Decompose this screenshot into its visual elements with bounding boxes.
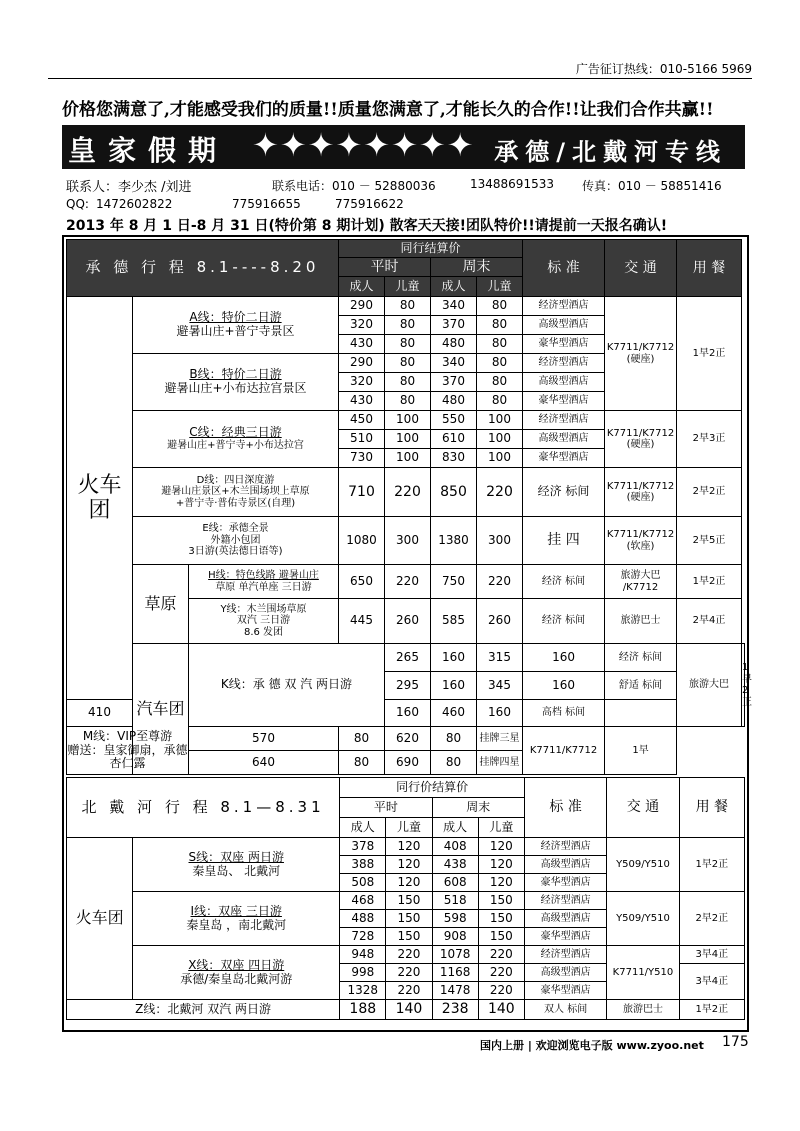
- slogan: 价格您满意了,才能感受我们的质量!!质量您满意了,才能长久的合作!!让我们合作共赢!!: [62, 100, 714, 120]
- beidaihe-weekday-header: 平时: [340, 798, 432, 818]
- price-cell: 80: [339, 727, 385, 751]
- price-cell: 370: [431, 316, 477, 335]
- price-cell: 260: [385, 599, 431, 644]
- price-cell: 1078: [432, 946, 478, 964]
- i-meals: 2早2正: [679, 892, 744, 946]
- price-cell: 80: [477, 297, 523, 316]
- price-cell: 100: [477, 430, 523, 449]
- hotel-standard: 经济型酒店: [523, 297, 605, 316]
- price-cell: 620: [385, 727, 431, 751]
- route-c: C线：经典三日游 避暑山庄+普宁寺+小布达拉宫: [133, 411, 339, 468]
- price-cell: 238: [432, 1000, 478, 1020]
- price-cell: 150: [386, 892, 432, 910]
- beidaihe-standard-header: 标 准: [524, 778, 606, 838]
- e-meals: 2早5正: [677, 517, 742, 565]
- price-cell: 508: [340, 874, 386, 892]
- beidaihe-price-header: 同行价结算价: [340, 778, 525, 798]
- price-cell: 188: [340, 1000, 386, 1020]
- x-meals-2: 3早4正: [679, 964, 744, 1000]
- price-cell: 430: [339, 392, 385, 411]
- price-cell: 445: [339, 599, 385, 644]
- price-cell: 320: [339, 373, 385, 392]
- adult-header: 成人: [340, 818, 386, 838]
- price-cell: 340: [431, 354, 477, 373]
- chengde-weekday-header: 平时: [339, 258, 431, 277]
- price-cell: 220: [386, 982, 432, 1000]
- price-cell: 730: [339, 449, 385, 468]
- price-cell: 650: [339, 565, 385, 599]
- price-cell: 160: [385, 700, 431, 727]
- price-cell: 220: [385, 565, 431, 599]
- price-cell: 80: [385, 354, 431, 373]
- price-cell: 378: [340, 838, 386, 856]
- ad-hotline: 广告征订热线：010-5166 5969: [575, 62, 752, 76]
- route-d: D线：四日深度游 避暑山庄景区+木兰围场坝上草原 +普宁寺·普佑寺景区(自理): [133, 468, 339, 517]
- price-cell: 150: [386, 928, 432, 946]
- price-cell: 220: [478, 946, 524, 964]
- c-transport: K7711/K7712 (硬座): [605, 411, 677, 468]
- plan-period: 2013 年 8 月 1 日-8 月 31 日(特价第 8 期计划) 散客天天接!团队特价!!请提前一天报名确认!: [66, 218, 668, 234]
- chengde-transport-header: 交 通: [605, 240, 677, 297]
- price-cell: 908: [432, 928, 478, 946]
- price-cell: 1478: [432, 982, 478, 1000]
- price-cell: 150: [478, 892, 524, 910]
- price-cell: 480: [431, 335, 477, 354]
- price-cell: 160: [431, 644, 477, 672]
- price-cell: 550: [431, 411, 477, 430]
- price-cell: 100: [477, 411, 523, 430]
- hotel-standard: 经济型酒店: [523, 354, 605, 373]
- price-cell: 80: [477, 335, 523, 354]
- hotel-standard: 双人 标间: [524, 1000, 606, 1020]
- price-cell: 220: [385, 468, 431, 517]
- hotel-standard: 经济 标间: [523, 468, 605, 517]
- adult-header: 成人: [339, 277, 385, 297]
- brand-name: 皇家假期: [68, 134, 229, 167]
- price-cell: 460: [431, 700, 477, 727]
- price-cell: 510: [339, 430, 385, 449]
- price-cell: 388: [340, 856, 386, 874]
- route-b: B线：特价二日游 避暑山庄+小布达拉宫景区: [133, 354, 339, 411]
- price-cell: 120: [386, 874, 432, 892]
- adult-header: 成人: [431, 277, 477, 297]
- route-s: S线：双座 两日游 秦皇岛、 北戴河: [133, 838, 340, 892]
- hotel-standard: 经济 标间: [523, 599, 605, 644]
- hotel-standard: 高级型酒店: [523, 316, 605, 335]
- contact-person: 联系人：李少杰 /刘进: [66, 180, 192, 195]
- price-cell: 518: [432, 892, 478, 910]
- price-cell: 998: [340, 964, 386, 982]
- contact-mobile: 13488691533: [470, 177, 554, 191]
- hotel-standard: 经济 标间: [523, 565, 605, 599]
- hotel-standard: 高级型酒店: [524, 964, 606, 982]
- price-cell: 340: [431, 297, 477, 316]
- price-cell: 408: [432, 838, 478, 856]
- ab-transport: K7711/K7712 (硬座): [605, 297, 677, 411]
- hotel-standard: 经济型酒店: [524, 946, 606, 964]
- price-cell: 345: [477, 672, 523, 700]
- price-cell: 468: [340, 892, 386, 910]
- footer-text: 国内上册 | 欢迎浏览电子版 www.zyoo.net: [480, 1039, 704, 1052]
- beidaihe-title: 北 戴 河 行 程 8.1—8.31: [67, 778, 340, 838]
- hotel-standard: 高级型酒店: [524, 910, 606, 928]
- chengde-standard-header: 标 准: [523, 240, 605, 297]
- price-cell: 370: [431, 373, 477, 392]
- price-cell: 1328: [340, 982, 386, 1000]
- price-cell: 1380: [431, 517, 477, 565]
- price-cell: 160: [523, 644, 605, 672]
- child-header: 儿童: [385, 277, 431, 297]
- hotel-standard: 经济型酒店: [524, 892, 606, 910]
- price-cell: 290: [339, 354, 385, 373]
- route-a: A线：特价二日游 避暑山庄+普宁寺景区: [133, 297, 339, 354]
- price-cell: 610: [431, 430, 477, 449]
- s-meals: 1早2正: [679, 838, 744, 892]
- price-cell: 430: [339, 335, 385, 354]
- price-cell: 80: [339, 751, 385, 775]
- price-cell: 220: [386, 964, 432, 982]
- price-cell: 80: [477, 316, 523, 335]
- hotel-standard: 豪华型酒店: [523, 392, 605, 411]
- price-cell: 160: [523, 672, 605, 700]
- chengde-meals-header: 用 餐: [677, 240, 742, 297]
- top-divider: [48, 78, 752, 79]
- page-number: 175: [722, 1034, 749, 1050]
- price-cell: 80: [385, 392, 431, 411]
- price-cell: 608: [432, 874, 478, 892]
- price-cell: 438: [432, 856, 478, 874]
- price-cell: 850: [431, 468, 477, 517]
- price-cell: 750: [431, 565, 477, 599]
- child-header: 儿童: [477, 277, 523, 297]
- k-transport: 旅游大巴: [677, 644, 742, 727]
- price-cell: 830: [431, 449, 477, 468]
- c-meals: 2早3正: [677, 411, 742, 468]
- price-cell: 160: [431, 672, 477, 700]
- h-meals: 1早2正: [677, 565, 742, 599]
- y-transport: 旅游巴士: [605, 599, 677, 644]
- price-cell: 220: [477, 468, 523, 517]
- k-meals: 1早2正: [742, 644, 745, 727]
- price-cell: 140: [386, 1000, 432, 1020]
- price-cell: 315: [477, 644, 523, 672]
- route-e: E线：承德全景 外籍小包团 3日游(英法德日语等): [133, 517, 339, 565]
- price-cell: 80: [431, 751, 477, 775]
- i-transport: Y509/Y510: [607, 892, 679, 946]
- hotel-standard: 经济 标间: [605, 644, 677, 672]
- price-cell: 80: [385, 373, 431, 392]
- qq-number-1: 1472602822: [96, 197, 173, 211]
- price-cell: 710: [339, 468, 385, 517]
- hotel-standard: 豪华型酒店: [524, 874, 606, 892]
- child-header: 儿童: [478, 818, 524, 838]
- hotel-standard: 挂牌三星: [477, 727, 523, 751]
- price-cell: 100: [385, 411, 431, 430]
- chengde-weekend-header: 周末: [431, 258, 523, 277]
- hotel-standard: 经济型酒店: [523, 411, 605, 430]
- price-cell: 220: [386, 946, 432, 964]
- route-m: M线：VIP至尊游 赠送：皇家御扇，承德杏仁露: [67, 727, 189, 775]
- z-transport: 旅游巴士: [607, 1000, 679, 1020]
- price-cell: 300: [385, 517, 431, 565]
- hotel-standard: 经济型酒店: [524, 838, 606, 856]
- qq-label: QQ:: [66, 197, 89, 211]
- hotel-standard: 挂牌四星: [477, 751, 523, 775]
- price-cell: 220: [477, 565, 523, 599]
- x-transport: K7711/Y510: [607, 946, 679, 1000]
- route-title: 承德/北戴河专线: [494, 138, 727, 166]
- price-cell: 290: [339, 297, 385, 316]
- hotel-standard: 高档 标间: [523, 700, 605, 727]
- chengde-title: 承 德 行 程 8.1----8.20: [67, 240, 339, 297]
- hotel-standard: 舒适 标间: [605, 672, 677, 700]
- price-cell: 80: [385, 335, 431, 354]
- bdh-train-group-label: 火车团: [67, 838, 133, 1000]
- route-k: K线：承 德 双 汽 两日游: [189, 644, 385, 727]
- chengde-price-header: 同行结算价: [339, 240, 523, 258]
- price-cell: 265: [385, 644, 431, 672]
- price-cell: 80: [477, 392, 523, 411]
- price-cell: 410: [67, 700, 133, 727]
- route-i: I线：双座 三日游 秦皇岛 ，南北戴河: [133, 892, 340, 946]
- price-cell: 100: [385, 430, 431, 449]
- grassland-label: 草原: [133, 565, 189, 644]
- price-cell: 140: [478, 1000, 524, 1020]
- beidaihe-meals-header: 用 餐: [679, 778, 744, 838]
- d-meals: 2早2正: [677, 468, 742, 517]
- price-cell: 1080: [339, 517, 385, 565]
- d-transport: K7711/K7712 (硬座): [605, 468, 677, 517]
- s-transport: Y509/Y510: [607, 838, 679, 892]
- price-cell: 295: [385, 672, 431, 700]
- hotel-standard: 挂 四: [523, 517, 605, 565]
- price-cell: 120: [386, 856, 432, 874]
- m-transport: K7711/K7712: [523, 727, 605, 775]
- price-cell: 150: [478, 928, 524, 946]
- hotel-standard: 豪华型酒店: [524, 982, 606, 1000]
- price-cell: 160: [477, 700, 523, 727]
- price-cell: 220: [478, 982, 524, 1000]
- price-cell: 80: [477, 373, 523, 392]
- ab-meals: 1早2正: [677, 297, 742, 411]
- hotel-standard: 高级型酒店: [523, 373, 605, 392]
- price-cell: 150: [478, 910, 524, 928]
- hotel-standard: 高级型酒店: [524, 856, 606, 874]
- price-cell: 948: [340, 946, 386, 964]
- price-cell: 120: [478, 838, 524, 856]
- price-cell: 260: [477, 599, 523, 644]
- qq-number-3: 775916622: [335, 197, 404, 211]
- price-cell: 80: [431, 727, 477, 751]
- price-cell: 640: [189, 751, 339, 775]
- hotel-standard: 豪华型酒店: [524, 928, 606, 946]
- e-transport: K7711/K7712 (软座): [605, 517, 677, 565]
- contact-phone: 联系电话：010 － 52880036: [272, 179, 436, 193]
- price-cell: 220: [478, 964, 524, 982]
- price-cell: 585: [431, 599, 477, 644]
- hotel-standard: 高级型酒店: [523, 430, 605, 449]
- price-cell: 120: [478, 874, 524, 892]
- z-meals: 1早2正: [679, 1000, 744, 1020]
- price-cell: 300: [477, 517, 523, 565]
- route-z: Z线：北戴河 双汽 两日游: [67, 1000, 340, 1020]
- title-banner: [62, 125, 745, 169]
- child-header: 儿童: [386, 818, 432, 838]
- hotel-standard: 豪华型酒店: [523, 449, 605, 468]
- beidaihe-transport-header: 交 通: [607, 778, 679, 838]
- price-cell: 690: [385, 751, 431, 775]
- adult-header: 成人: [432, 818, 478, 838]
- beidaihe-weekend-header: 周末: [432, 798, 524, 818]
- x-meals-1: 3早4正: [679, 946, 744, 964]
- price-cell: 598: [432, 910, 478, 928]
- price-cell: 80: [385, 297, 431, 316]
- price-cell: 570: [189, 727, 339, 751]
- price-frame: [62, 235, 753, 1032]
- price-cell: 450: [339, 411, 385, 430]
- price-cell: 120: [386, 838, 432, 856]
- price-cell: 488: [340, 910, 386, 928]
- beidaihe-price-table: [66, 777, 745, 1020]
- price-cell: 480: [431, 392, 477, 411]
- stars-decoration: ✦✦✦✦✦✦✦✦: [252, 126, 475, 164]
- m-meals: 1早: [605, 727, 677, 775]
- y-meals: 2早4正: [677, 599, 742, 644]
- bus-group-label: 汽车团: [133, 644, 189, 775]
- h-transport: 旅游大巴 /K7712: [605, 565, 677, 599]
- price-cell: 100: [385, 449, 431, 468]
- price-cell: 80: [385, 316, 431, 335]
- price-cell: 80: [477, 354, 523, 373]
- hotel-standard: 豪华型酒店: [523, 335, 605, 354]
- route-x: X线：双座 四日游 承德/秦皇岛北戴河游: [133, 946, 340, 1000]
- contact-fax: 传真：010 － 58851416: [582, 179, 722, 193]
- price-cell: 1168: [432, 964, 478, 982]
- chengde-price-table: [66, 239, 753, 775]
- route-h: H线：特色线路 避暑山庄 草原 单汽单座 三日游: [189, 565, 339, 599]
- price-cell: 728: [340, 928, 386, 946]
- price-cell: 150: [386, 910, 432, 928]
- price-cell: 100: [477, 449, 523, 468]
- train-group-label: 火车团: [67, 297, 133, 700]
- price-cell: 120: [478, 856, 524, 874]
- qq-number-2: 775916655: [232, 197, 301, 211]
- price-cell: 320: [339, 316, 385, 335]
- route-y: Y线：木兰围场草原 双汽 三日游 8.6 发团: [189, 599, 339, 644]
